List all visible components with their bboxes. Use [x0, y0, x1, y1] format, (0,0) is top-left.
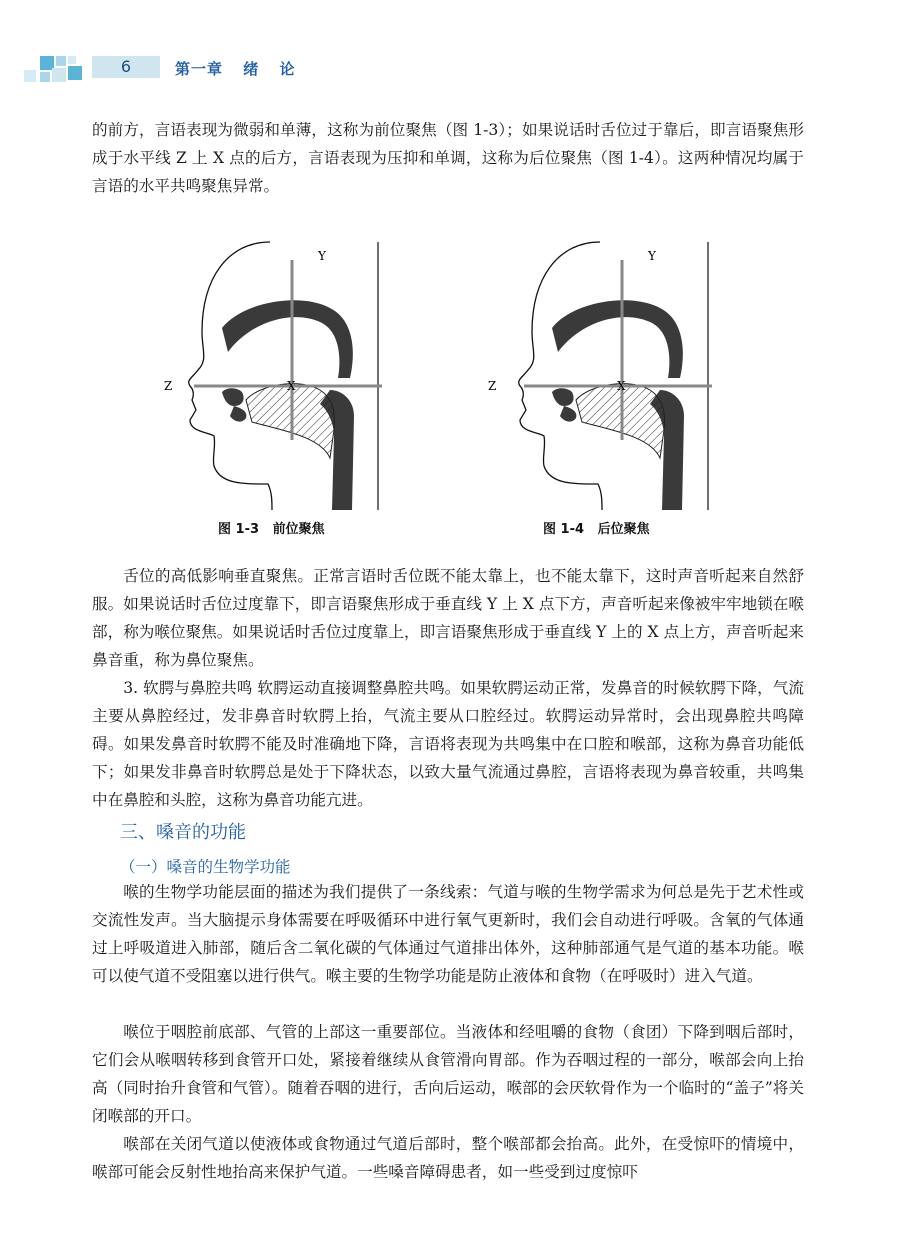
- paragraph-6: 喉部在关闭气道以使液体或食物通过气道后部时，整个喉部都会抬高。此外，在受惊吓的情境中，喉部可能会反射性地抬高来保护气道。一些嗓音障碍患者，如一些受到过度惊吓: [92, 1135, 804, 1181]
- figure-1-3-caption: 图 1-3 前位聚焦: [218, 522, 325, 537]
- point-x-label: X: [617, 379, 626, 393]
- axis-z-label: Z: [164, 379, 173, 393]
- page-number: 6: [120, 57, 132, 76]
- section-heading: 三、嗓音的功能: [120, 822, 246, 843]
- subsection-heading: （一）嗓音的生物学功能: [120, 858, 291, 876]
- paragraph-5: 喉位于咽腔前底部、气管的上部这一重要部位。当液体和经咀嚼的食物（食团）下降到咽后部时，它们会从喉咽转移到食管开口处，紧接着继续从食管滑向胃部。作为吞咽过程的一部分，喉部会向上抬高（同时抬升食管和气管）。随着吞咽的进行，舌向后运动，喉部的会厌软骨作为一个临时的“盖子”将关闭喉部的开口。: [92, 1023, 804, 1125]
- paragraph-2: 舌位的高低影响垂直聚焦。正常言语时舌位既不能太靠上，也不能太靠下，这时声音听起来自然舒服。如果说话时舌位过度靠下，即言语聚焦形成于垂直线 Y 上 X 点下方，声音听起来像被牢牢地锁在喉部，称为喉位聚焦。如果说话时舌位过度靠上，即言语聚焦形成于垂直线 Y 上的 X 点上方，声音听起来鼻音重，称为鼻位聚焦。: [92, 567, 804, 669]
- axis-z-label: Z: [488, 379, 497, 393]
- paragraph-1: 的前方，言语表现为微弱和单薄，这称为前位聚焦（图 1-3）；如果说话时舌位过于靠后，即言语聚焦形成于水平线 Z 上 X 点的后方，言语表现为压抑和单调，这称为后位聚焦（图 1-4）。这两种情况均属于言语的水平共鸣聚焦异常。: [92, 121, 804, 195]
- point-x-label: X: [287, 379, 296, 393]
- figure-1-4-caption: 图 1-4 后位聚焦: [543, 522, 650, 537]
- paragraph-3: 3. 软腭与鼻腔共鸣 软腭运动直接调整鼻腔共鸣。如果软腭运动正常，发鼻音的时候软腭下降，气流主要从鼻腔经过，发非鼻音时软腭上抬，气流主要从口腔经过。软腭运动异常时，会出现鼻腔共鸣障碍。如果发鼻音时软腭不能及时准确地下降，言语将表现为共鸣集中在口腔和喉部，这称为鼻音功能低下；如果发非鼻音时软腭总是处于下降状态，以致大量气流通过鼻腔，言语将表现为鼻音较重，共鸣集中在鼻腔和头腔，这称为鼻音功能亢进。: [92, 679, 804, 809]
- figure-1-3-front-focus: [150, 240, 400, 512]
- paragraph-4: 喉的生物学功能层面的描述为我们提供了一条线索：气道与喉的生物学需求为何总是先于艺术性或交流性发声。当大脑提示身体需要在呼吸循环中进行氧气更新时，我们会自动进行呼吸。含氧的气体通过上呼吸道进入肺部，随后含二氧化碳的气体通过气道排出体外，这种肺部通气是气道的基本功能。喉可以使气道不受阻塞以进行供气。喉主要的生物学功能是防止液体和食物（在呼吸时）进入气道。: [92, 883, 804, 985]
- chapter-title: 第一章 绪 论: [175, 60, 296, 78]
- axis-y-label: Y: [648, 249, 656, 263]
- axis-y-label: Y: [318, 249, 326, 263]
- figure-1-4-back-focus: [480, 240, 730, 512]
